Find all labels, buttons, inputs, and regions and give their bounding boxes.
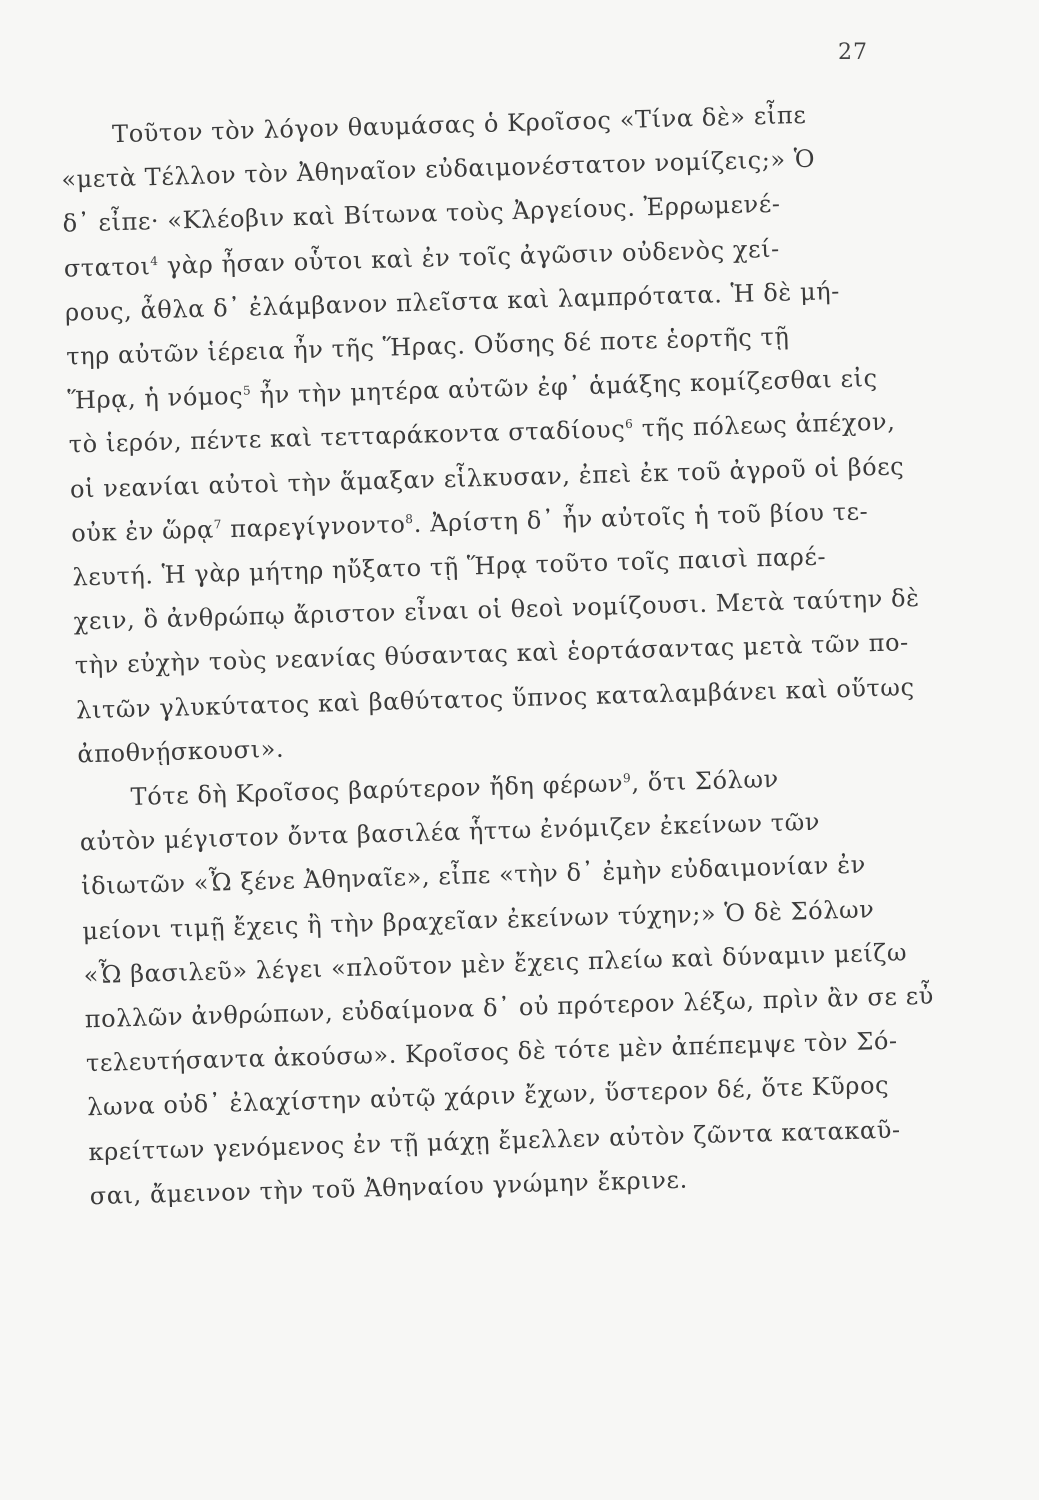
text-line xyxy=(66,320,790,372)
text-segment: μείονι τιμῇ ἔχεις ἢ τὴν βραχεῖαν ἐκείνων τύχην;» Ὁ δὲ Σόλων xyxy=(81,894,875,945)
text-line xyxy=(67,362,878,417)
text-line xyxy=(61,143,816,196)
text-segment: λευτή. Ἡ γὰρ μήτηρ ηὔξατο τῇ Ἥρᾳ τοῦτο τοῖς παισὶ παρέ- xyxy=(72,542,827,592)
text-segment: τὴν εὐχὴν τοὺς νεανίας θύσαντας καὶ ἑορτάσαντας μετὰ τῶν πο- xyxy=(74,628,910,680)
text-segment: λιτῶν γλυκύτατος καὶ βαθύτατος ὕπνος καταλαμβάνει καὶ οὕτως xyxy=(75,672,915,725)
text-line xyxy=(87,1069,890,1123)
text-segment: οὐκ ἐν ὥρᾳ xyxy=(70,515,215,548)
text-segment: δ᾽ εἶπε· «Κλέοβιν καὶ Βίτωνα τοὺς Ἀργείους. Ἐρρωμενέ- xyxy=(62,189,781,239)
footnote-marker: 9 xyxy=(622,770,632,786)
text-line xyxy=(71,495,869,549)
text-segment: τὸ ἱερόν, πέντε καὶ τετταράκοντα σταδίους xyxy=(68,415,626,459)
footnote-marker: 6 xyxy=(624,417,634,432)
text-line xyxy=(112,99,807,150)
footnote-marker: 5 xyxy=(242,383,252,398)
text-line xyxy=(77,732,285,770)
text-segment: οἱ νεανίαι αὐτοὶ τὴν ἅμαξαν εἷλκυσαν, ἐπεὶ ἐκ τοῦ ἀγροῦ οἱ βόες xyxy=(69,451,905,504)
text-segment: , ὅτι Σόλων xyxy=(630,764,780,797)
text-segment: κρείττων γενόμενος ἐν τῇ μάχῃ ἔμελλεν αὐτὸν ζῶντα κατακαῦ- xyxy=(88,1115,902,1166)
text-segment: . Ἀρίστη δ᾽ ἦν αὐτοῖς ἡ τοῦ βίου τε- xyxy=(413,497,869,538)
text-segment: «Ὦ βασιλεῦ» λέγει «πλοῦτον μὲν ἔχεις πλείω καὶ δύναμιν μείζω xyxy=(83,938,908,990)
text-segment: ρους, ἆθλα δ᾽ ἐλάμβανον πλεῖστα καὶ λαμπρότατα. Ἡ δὲ μή- xyxy=(64,276,841,327)
text-segment: γὰρ ἦσαν οὗτοι καὶ ἐν τοῖς ἀγῶσιν οὐδενὸς χεί- xyxy=(158,234,781,280)
text-segment: χειν, ὃ ἀνθρώπῳ ἄριστον εἶναι οἱ θεοὶ νομίζουσι. Μετὰ ταύτην δὲ xyxy=(73,584,920,636)
text-segment: ἰδιωτῶν «Ὦ ξένε Ἀθηναῖε», εἶπε «τὴν δ᾽ ἐμὴν εὐδαιμονίαν ἐν xyxy=(80,850,867,901)
text-line xyxy=(63,232,780,284)
text-segment: πολλῶν ἀνθρώπων, εὐδαίμονα δ᾽ οὐ πρότερον λέξω, πρὶν ἂν σε εὖ xyxy=(84,981,935,1034)
text-segment: ἀποθνῄσκουσι». xyxy=(77,734,285,769)
footnote-marker: 8 xyxy=(405,511,414,526)
text-line xyxy=(130,763,779,813)
text-line xyxy=(82,893,875,947)
text-segment: ἦν τὴν μητέρα αὐτῶν ἐφ᾽ ἁμάξης κομίζεσθαι εἰς xyxy=(251,364,879,410)
text-line xyxy=(79,806,820,859)
text-segment: σαι, ἄμεινον τὴν τοῦ Ἀθηναίου γνώμην ἔκρινε. xyxy=(89,1165,689,1211)
text-segment: παρεγίγνοντο xyxy=(221,509,406,544)
text-segment: Ἥρᾳ, ἡ νόμος xyxy=(67,381,244,415)
footnote-marker: 7 xyxy=(213,517,223,532)
text-segment: στατοι xyxy=(63,251,151,283)
text-segment: «μετὰ Τέλλον τὸν Ἀθηναῖον εὐδαιμονέστατον νομίζεις;» Ὁ xyxy=(60,144,816,194)
text-segment: Τότε δὴ Κροῖσος βαρύτερον ἤδη φέρων xyxy=(130,769,624,811)
text-segment: αὐτὸν μέγιστον ὄντα βασιλέα ἧττω ἐνόμιζεν ἐκείνων τῶν xyxy=(79,807,821,857)
text-segment: λωνα οὐδ᾽ ἐλαχίστην αὐτῷ χάριν ἔχων, ὕστερον δέ, ὅτε Κῦρος xyxy=(86,1071,890,1122)
text-line xyxy=(72,540,827,593)
text-line xyxy=(88,1113,901,1168)
text-line xyxy=(89,1163,688,1212)
text-segment: τελευτήσαντα ἀκούσω». Κροῖσος δὲ τότε μὲν ἀπέπεμψε τὸν Σό- xyxy=(85,1026,899,1078)
text-line xyxy=(81,849,867,903)
text-segment: τηρ αὐτῶν ἱέρεια ἦν τῆς Ἥρας. Οὔσης δέ ποτε ἑορτῆς τῇ xyxy=(65,322,790,371)
text-line xyxy=(65,275,841,329)
text-line xyxy=(62,188,781,240)
text-segment: τῆς πόλεως ἀπέχον, xyxy=(633,407,896,444)
text-line xyxy=(76,671,915,726)
text-segment: Τοῦτον τὸν λόγον θαυμάσας ὁ Κροῖσος «Τίνα δὲ» εἶπε xyxy=(111,100,807,149)
page-number: 27 xyxy=(838,40,868,65)
footnote-marker: 4 xyxy=(150,253,159,268)
text-line xyxy=(86,1025,899,1080)
